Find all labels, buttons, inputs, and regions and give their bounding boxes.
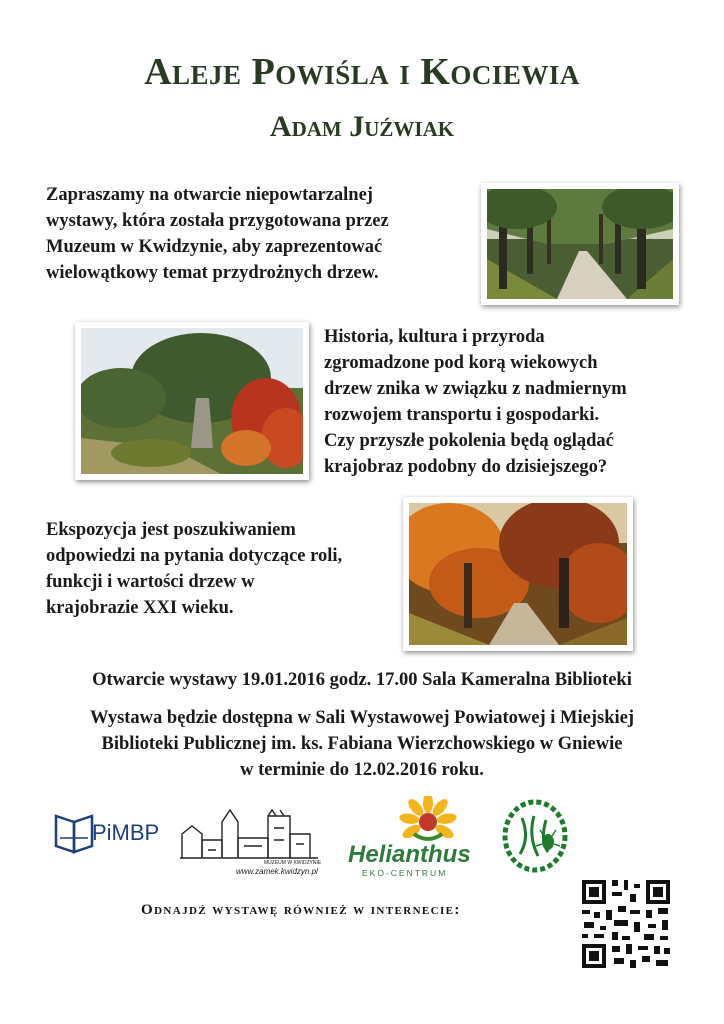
opening-info: Otwarcie wystawy 19.01.2016 godz. 17.00 Sala Kameralna Biblioteki <box>92 670 632 690</box>
exhibit-paragraph <box>46 517 406 621</box>
pimbp-text: PiMBP <box>92 820 160 845</box>
helianthus-text: Helianthus <box>348 841 471 868</box>
photo-tree-avenue-road <box>481 183 679 305</box>
history-line: Historia, kultura i przyroda <box>324 327 545 347</box>
intro-line: Zapraszamy na otwarcie niepowtarzalnej <box>46 185 373 205</box>
exhibit-line: krajobrazie XXI wieku. <box>46 598 234 618</box>
photo-autumn-alley <box>403 497 633 651</box>
museum-caption: MUZEUM W KWIDZYNIE <box>264 860 322 866</box>
availability-line: Wystawa będzie dostępna w Sali Wystawowej Powiatowej i Miejskiej <box>90 708 634 728</box>
pimbp-logo <box>52 808 172 862</box>
helianthus-logo <box>342 796 482 886</box>
history-line: zgromadzone pod korą wiekowych <box>324 353 598 373</box>
exhibit-line: Ekspozycja jest poszukiwaniem <box>46 520 296 540</box>
history-line: rozwojem transportu i gospodarki. <box>324 405 600 425</box>
page-title: Aleje Powiśla i Kociewia <box>144 51 580 93</box>
intro-line: wystawy, która została przygotowana przez <box>46 211 389 231</box>
qr-code[interactable] <box>578 876 674 976</box>
helianthus-sub: EKO-CENTRUM <box>362 868 448 878</box>
availability-line: Biblioteki Publicznej im. ks. Fabiana Wierzchowskiego w Gniewie <box>101 734 623 754</box>
history-line: krajobraz podobny do dzisiejszego? <box>324 457 608 477</box>
intro-line: wielowątkowy temat przydrożnych drzew. <box>46 263 379 283</box>
exhibit-line: funkcji i wartości drzew w <box>46 572 255 592</box>
history-line: Czy przyszłe pokolenia będą oglądać <box>324 431 614 451</box>
photo-old-oak-autumn <box>75 322 309 480</box>
history-paragraph <box>324 324 704 480</box>
author-name: Adam Juźwiak <box>269 110 455 143</box>
eco-club-emblem <box>500 798 570 878</box>
intro-line: Muzeum w Kwidzynie, aby zaprezentować <box>46 237 383 257</box>
museum-kwidzyn-logo <box>178 800 324 884</box>
museum-url: www.zamek.kwidzyn.pl <box>236 867 318 876</box>
intro-paragraph <box>46 182 466 286</box>
availability-info <box>0 705 724 783</box>
availability-line: w terminie do 12.02.2016 roku. <box>240 760 484 780</box>
exhibit-line: odpowiedzi na pytania dotyczące roli, <box>46 546 343 566</box>
find-online-text: Odnajdź wystawę również w internecie: <box>141 902 461 918</box>
history-line: drzew znika w związku z nadmiernym <box>324 379 627 399</box>
